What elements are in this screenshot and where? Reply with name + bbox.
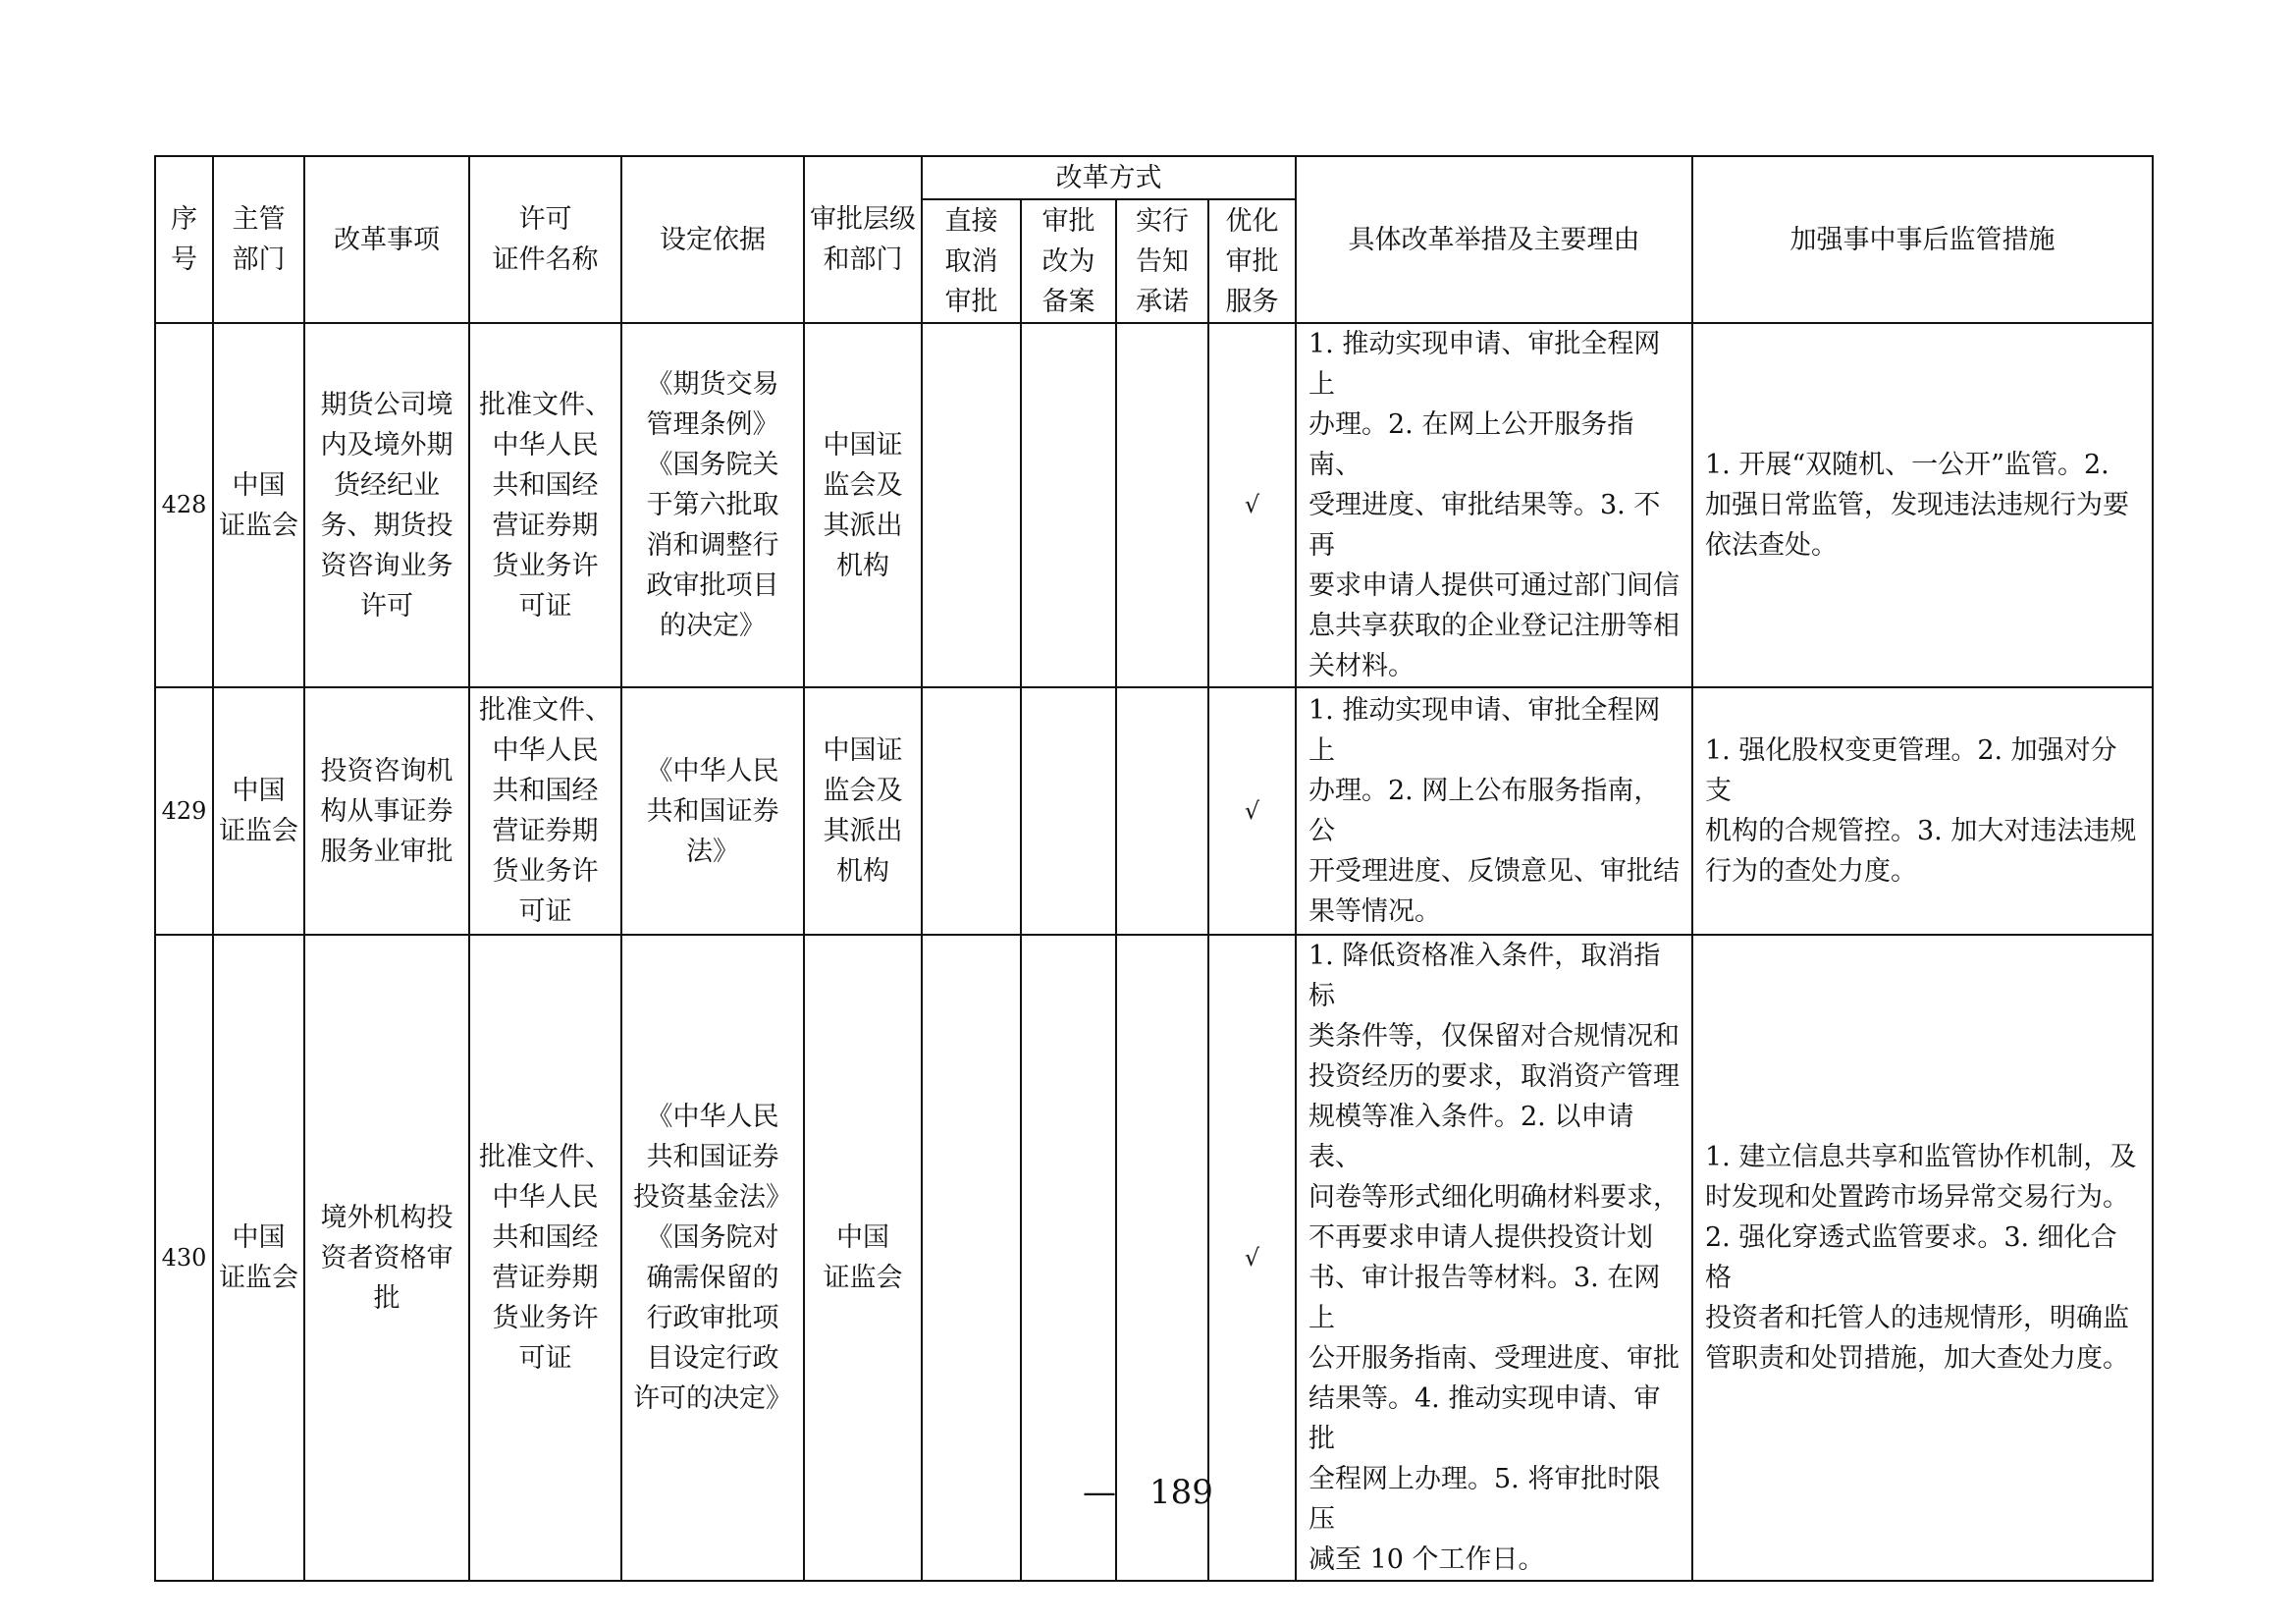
row-seq: 429 [155,687,213,935]
header-measures: 具体改革举措及主要理由 [1296,156,1692,323]
row-basis: 《中华人民 共和国证券 投资基金法》 《国务院对 确需保留的 行政审批项 目设定行政 许可的决定》 [621,935,804,1581]
row-method-optimize: √ [1208,323,1296,687]
reform-table [154,155,2154,1582]
header-dept: 主管 部门 [213,156,304,323]
row-item: 境外机构投 资者资格审 批 [304,935,469,1581]
row-basis: 《期货交易 管理条例》 《国务院关 于第六批取 消和调整行 政审批项目 的决定》 [621,323,804,687]
table-header [155,156,2153,323]
header-license: 许可 证件名称 [469,156,621,323]
header-seq: 序 号 [155,156,213,323]
reform-table-sheet [154,155,2152,1582]
row-level: 中国证 监会及 其派出 机构 [804,323,922,687]
row-supervision: 1. 开展“双随机、一公开”监管。2. 加强日常监管，发现违法违规行为要 依法查处。 [1692,323,2153,687]
row-dept: 中国 证监会 [213,687,304,935]
header-method-cancel: 直接 取消 审批 [922,199,1021,323]
row-seq: 430 [155,935,213,1581]
row-measures: 1. 推动实现申请、审批全程网上 办理。2. 网上公布服务指南，公 开受理进度、反馈意见、审批结 果等情况。 [1296,687,1692,935]
header-method-record: 审批 改为 备案 [1021,199,1116,323]
row-level: 中国证 监会及 其派出 机构 [804,687,922,935]
page-number: 189 [1149,1473,1213,1512]
row-seq: 428 [155,323,213,687]
page-footer [0,1473,2296,1512]
row-measures: 1. 降低资格准入条件，取消指标 类条件等，仅保留对合规情况和 投资经历的要求，取消资产管理 规模等准入条件。2. 以申请表、 问卷等形式细化明确材料要求， 不再要求申请人提供投资计划 书、审计报告等材料。3. 在网上 公开服务指南、受理进度、审批 结果等。4. 推动实现申请、审批 全程网上办理。5. 将审批时限压 减至 10 个工作日。 [1296,935,1692,1581]
row-level: 中国 证监会 [804,935,922,1581]
row-method-notify [1116,323,1208,687]
row-method-notify [1116,687,1208,935]
header-level: 审批层级 和部门 [804,156,922,323]
table-row [155,323,2153,687]
table-body [155,323,2153,1581]
header-supervision: 加强事中事后监管措施 [1692,156,2153,323]
header-method-optimize: 优化 审批 服务 [1208,199,1296,323]
row-item: 期货公司境 内及境外期 货经纪业 务、期货投 资咨询业务 许可 [304,323,469,687]
table-row [155,687,2153,935]
row-measures: 1. 推动实现申请、审批全程网上 办理。2. 在网上公开服务指南、 受理进度、审批结果等。3. 不再 要求申请人提供可通过部门间信 息共享获取的企业登记注册等相 关材料。 [1296,323,1692,687]
row-method-optimize: √ [1208,935,1296,1581]
row-method-cancel [922,687,1021,935]
row-license: 批准文件、 中华人民 共和国经 营证券期 货业务许 可证 [469,687,621,935]
header-item: 改革事项 [304,156,469,323]
footer-dash: — [1083,1473,1117,1512]
row-item: 投资咨询机 构从事证券 服务业审批 [304,687,469,935]
row-method-cancel [922,323,1021,687]
row-license: 批准文件、 中华人民 共和国经 营证券期 货业务许 可证 [469,935,621,1581]
header-basis: 设定依据 [621,156,804,323]
header-method-notify: 实行 告知 承诺 [1116,199,1208,323]
row-license: 批准文件、 中华人民 共和国经 营证券期 货业务许 可证 [469,323,621,687]
row-supervision: 1. 强化股权变更管理。2. 加强对分支 机构的合规管控。3. 加大对违法违规 行为的查处力度。 [1692,687,2153,935]
header-methods-group: 改革方式 [922,156,1296,199]
row-dept: 中国 证监会 [213,935,304,1581]
row-method-record [1021,323,1116,687]
row-dept: 中国 证监会 [213,323,304,687]
row-basis: 《中华人民 共和国证券 法》 [621,687,804,935]
row-supervision: 1. 建立信息共享和监管协作机制，及 时发现和处置跨市场异常交易行为。 2. 强化穿透式监管要求。3. 细化合格 投资者和托管人的违规情形，明确监 管职责和处罚措施，加大查处力度。 [1692,935,2153,1581]
row-method-optimize: √ [1208,687,1296,935]
row-method-record [1021,687,1116,935]
